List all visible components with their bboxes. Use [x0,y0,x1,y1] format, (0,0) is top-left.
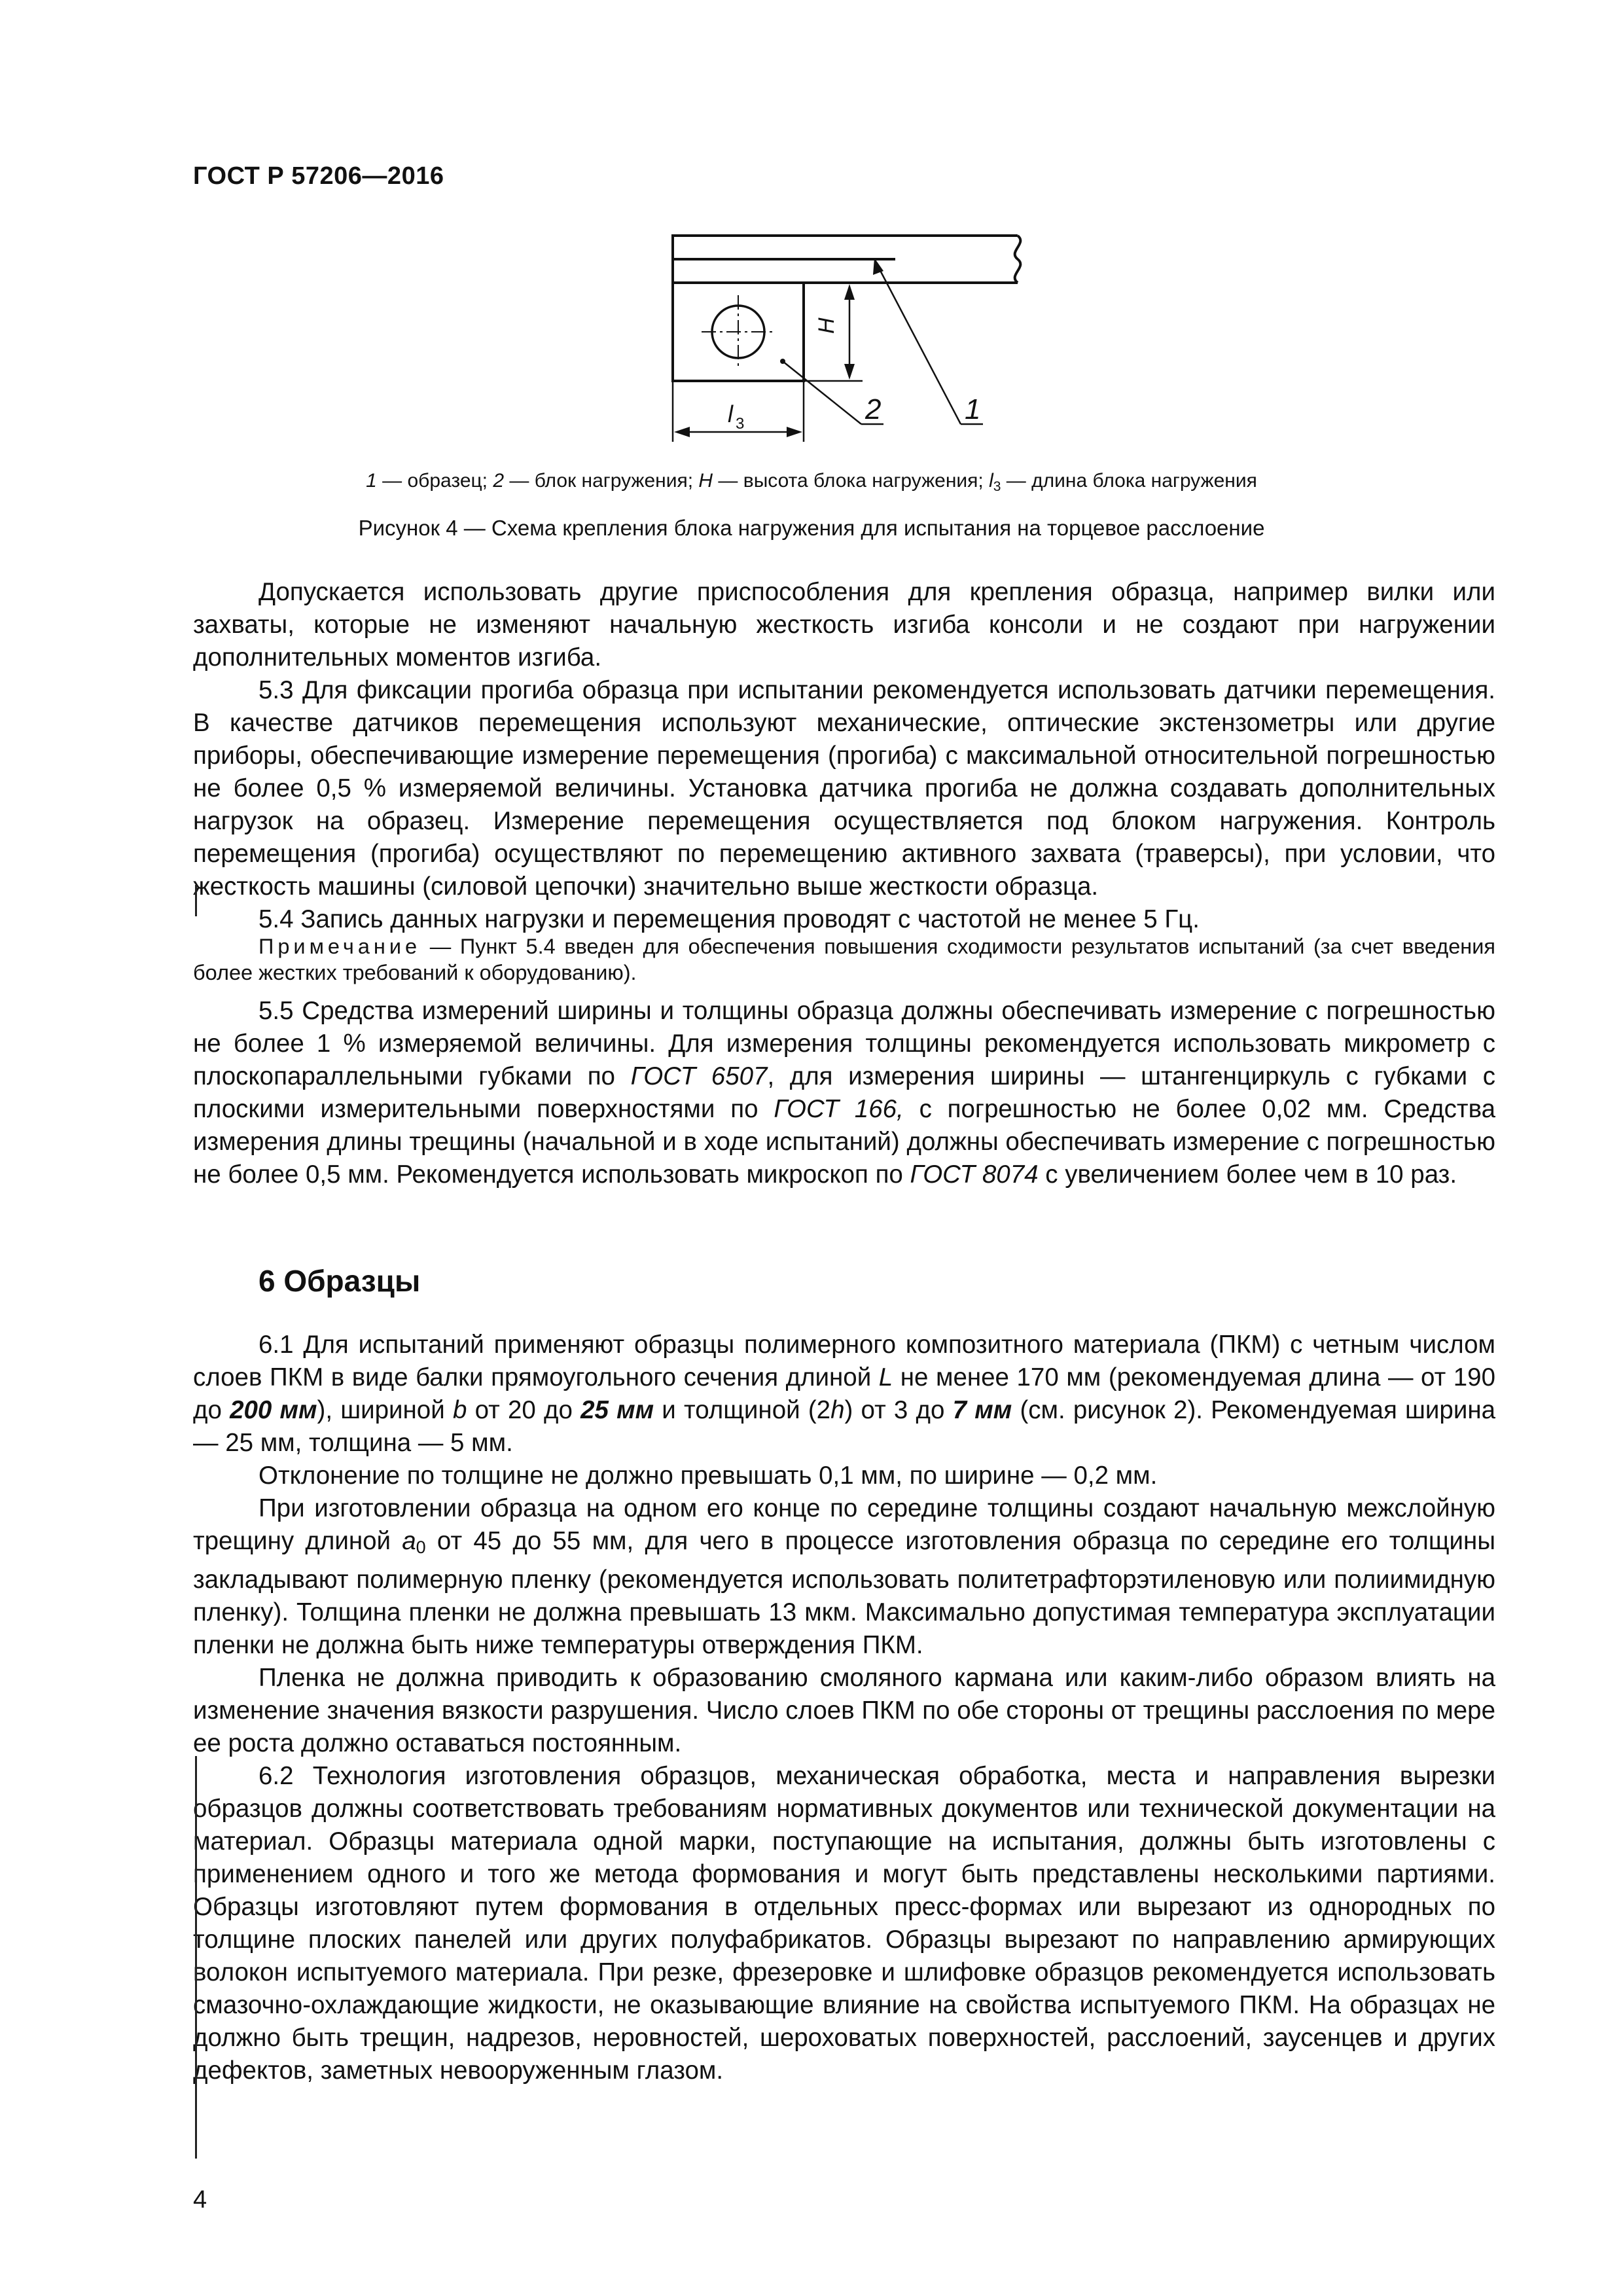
p-crack-b: от 45 до 55 мм, для чего в процессе изготовления образца по середине его толщины закладывают полимерную пленку (рекомендуется использовать политетрафторэтиленовую или полиимидную пленку). Толщина пленки не должна превышать 13 мкм. Максимально допустимая температура эксплуатации пленки не должна быть ниже температуры отверждения ПКМ. [193,1527,1495,1659]
legend-h: H [698,470,713,492]
p-6-1-f: ) от 3 до [844,1396,953,1424]
paragraph-deviation: Отклонение по толщине не должно превышать 0,1 мм, по ширине — 0,2 мм. [259,1462,1158,1490]
note-label: Примечание [259,935,421,958]
section5-text [193,576,1495,936]
figure-4 [0,216,1623,452]
paragraph-5-3: 5.3 Для фиксации прогиба образца при испытании рекомендуется использовать датчики перемещения. В качестве датчиков перемещения используют механические, оптические экстензометры или другие приборы, обеспечивающие измерение перемещения (прогиба) с максимальной относительной погрешностью не более 0,5 % измеряемой величины. Установка датчика прогиба не должна создавать дополнительных нагрузок на образец. Измерение перемещения осуществляется под блоком нагружения. Контроль перемещения (прогиба) осуществляют по перемещению активного захвата (траверсы), при условии, что жесткость машины (силовой цепочки) значительно выше жесткости образца. [193,676,1495,901]
p-crack-a: При изготовлении образца на одном его конце по середине толщины создают начальную межслойную трещину длиной [193,1494,1495,1555]
val-200mm: 200 мм [230,1396,317,1424]
p-6-1-a: 6.1 Для испытаний применяют образцы полимерного композитного материала (ПКМ) с четным числом слоев ПКМ в виде балки прямоугольного сечения длиной [193,1331,1495,1391]
ref-gost-6507: ГОСТ 6507 [630,1062,768,1090]
leader-1 [876,262,961,424]
var-h: h [830,1396,845,1424]
beam-break-line [1015,236,1021,283]
document-header: ГОСТ Р 57206—2016 [193,162,444,190]
paragraph-6-1 [193,1329,1495,1460]
legend-l-sub: 3 [993,479,1001,494]
p-6-1-b: не менее 170 мм (рекомендуемая длина — от 190 до [193,1363,1495,1424]
callout-1: 1 [965,393,981,425]
paragraph-fixtures: Допускается использовать другие приспособления для крепления образца, например вилки или захваты, которые не изменяют начальную жесткость изгиба консоли и не создают при нагружении дополнительных моментов изгиба. [193,578,1495,672]
p-5-5-c: с погрешностью не более 0,02 мм. Средства измерения длины трещины (начальной и в ходе испытаний) должны обеспечивать измерение с погрешностью не более 0,5 мм. Рекомендуется использовать микроскоп по [193,1095,1495,1189]
legend-n1: 1 [366,470,377,492]
p-5-5-d: с увеличением более чем в 10 раз. [1038,1160,1457,1189]
arrow-h-bottom [844,364,855,380]
arrow-l3-right [787,427,802,437]
arrow-l3-left [674,427,690,437]
legend-t3: — высота блока нагружения; [713,470,990,492]
legend-t1: — образец; [376,470,493,492]
paragraph-film: Пленка не должна приводить к образованию смоляного кармана или каким-либо образом влиять на изменение значения вязкости разрушения. Число слоев ПКМ по обе стороны от трещины расслоения по мере ее роста должно оставаться постоянным. [193,1664,1495,1757]
p-5-5-b: , для измерения ширины — штангенциркуль с губками с плоскими измерительными поверхностями по [193,1062,1496,1123]
var-a-sub: 0 [416,1537,426,1557]
label-l-sub: 3 [736,415,745,433]
paragraph-5-5 [193,995,1495,1191]
p-5-5-a: 5.5 Средства измерений ширины и толщины образца должны обеспечивать измерение с погрешностью не более 1 % измеряемой величины. Для измерения толщины рекомендуется использовать микрометр с плоскопараллельными губками по [193,997,1495,1090]
val-25mm: 25 мм [580,1396,654,1424]
paragraph-6-2: 6.2 Технология изготовления образцов, механическая обработка, места и направления вырезки образцов должны соответствовать требованиям нормативных документов или технической документации на материал. Образцы материала одной марки, поступающие на испытания, должны быть изготовлены с применением одного и того же метода формования и могут быть представлены несколькими партиями. Образцы изготовляют путем формования в отдельных пресс-формах или вырезают из однородных по толщине плоских панелей или других полуфабрикатов. Образцы вырезают по направлению армирующих волокон испытуемого материала. При резке, фрезеровке и шлифовке образцов рекомендуется использовать смазочно-охлаждающие жидкости, не оказывающие влияние на свойства испытуемого ПКМ. На образцах не должно быть трещин, надрезов, неровностей, шероховатых поверхностей, расслоений, заусенцев и других дефектов, заметных невооруженным глазом. [193,1762,1495,2085]
paragraph-crack [193,1492,1495,1662]
paragraph-5-4: 5.4 Запись данных нагрузки и перемещения проводят с частотой не менее 5 Гц. [259,905,1200,933]
legend-l: l [989,470,993,492]
section6-text [193,1329,1495,2087]
section-6-title: 6 Образцы [259,1264,421,1298]
note [193,933,1495,986]
label-h: H [814,317,839,334]
legend-t2: — блок нагружения; [504,470,699,492]
ref-gost-8074: ГОСТ 8074 [910,1160,1039,1189]
figure-caption: Рисунок 4 — Схема крепления блока нагружения для испытания на торцевое расслоение [358,516,1265,540]
ref-gost-166: ГОСТ 166, [774,1095,904,1123]
p-6-1-g: (см. рисунок 2). Рекомендуемая ширина — 25 мм, толщина — 5 мм. [193,1396,1496,1457]
var-b: b [452,1396,467,1424]
page-number: 4 [193,2186,207,2214]
var-a: a [402,1527,416,1555]
val-7mm: 7 мм [952,1396,1012,1424]
figure-legend [0,470,1623,495]
loading-block-diagram [0,216,1623,452]
paragraph-5-5-block [193,995,1495,1191]
note-text: — Пункт 5.4 введен для обеспечения повышения сходимости результатов испытаний (за счет введения более жестких требований к оборудованию). [193,935,1495,984]
arrow-h-top [844,284,855,300]
legend-t4: — длина блока нагружения [1001,470,1257,492]
var-L: L [878,1363,893,1391]
callout-2: 2 [865,393,882,425]
p-6-1-c: ), шириной [317,1396,453,1424]
label-l: l [728,401,733,427]
legend-n2: 2 [493,470,505,492]
leader-2-dot [780,359,785,364]
change-bar-5-4 [195,885,197,916]
p-6-1-e: и толщиной (2 [654,1396,831,1424]
change-bar-6-2 [195,1756,197,2159]
p-6-1-d: от 20 до [467,1396,581,1424]
